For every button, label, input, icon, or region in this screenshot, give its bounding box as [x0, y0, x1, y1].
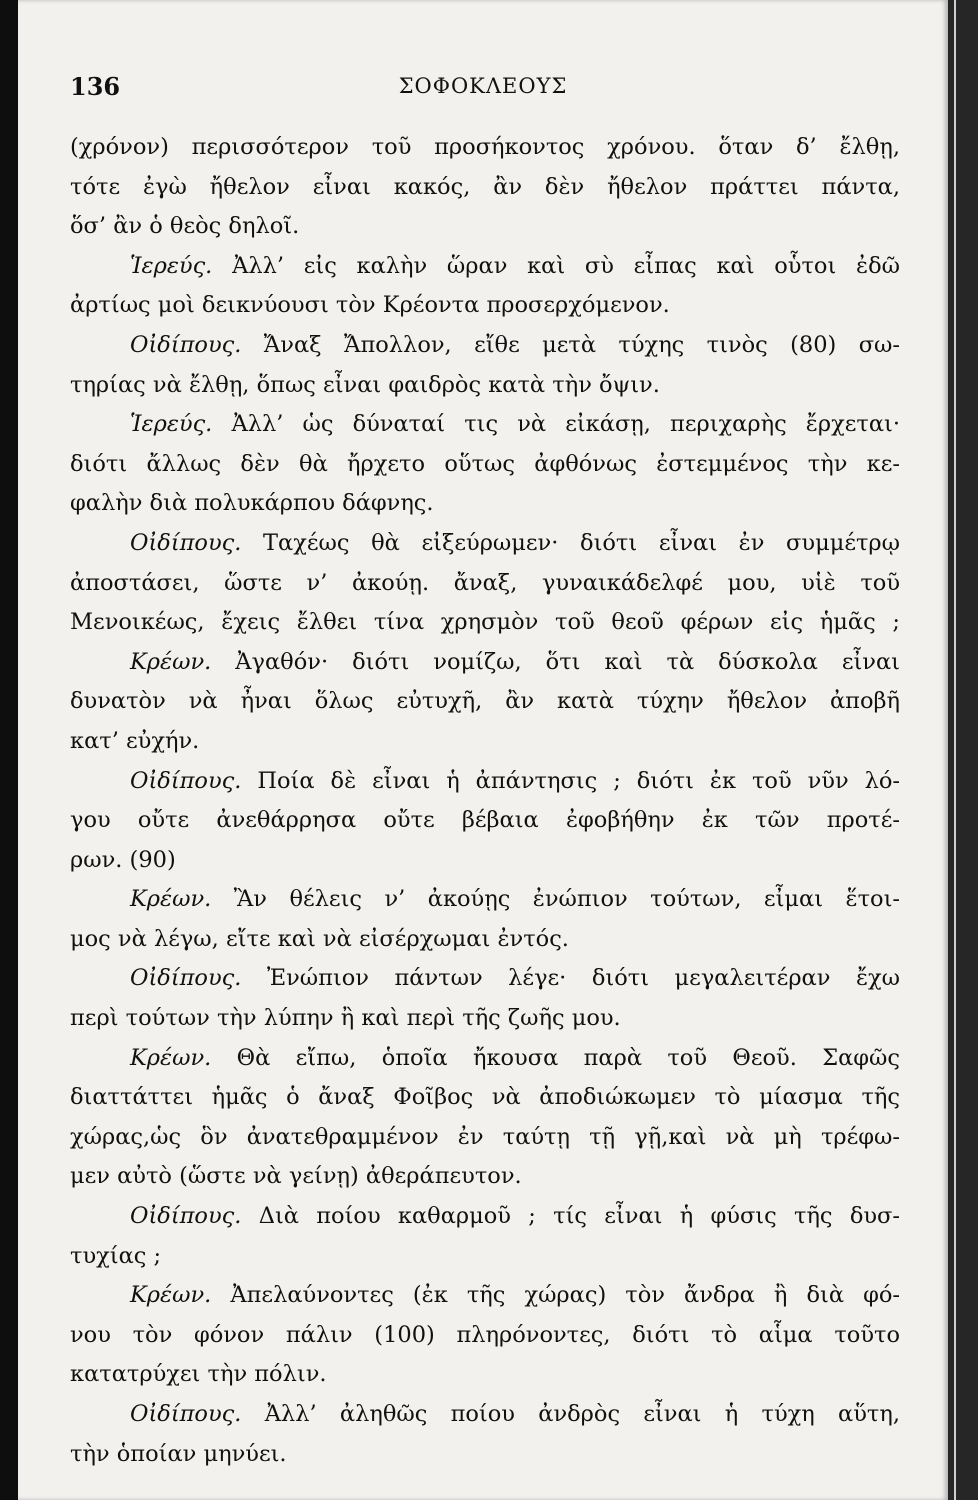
line-text: Ἀλλ’ ἀληθῶς ποίου ἀνδρὸς εἶναι ἡ τύχη αὕτη,	[264, 1401, 900, 1427]
page-header	[18, 72, 948, 108]
text-line	[70, 722, 900, 762]
line-text: Ἂν θέλεις ν’ ἀκούῃς ἐνώπιον τούτων, εἶμαι ἕτοι-	[233, 886, 901, 913]
line-text: μος νὰ λέγω, εἴτε καὶ νὰ εἰσέρχωμαι ἐντός.	[70, 925, 569, 952]
scan-left-edge	[0, 0, 18, 1500]
body-text	[70, 128, 900, 1474]
speaker-name: Ἱερεύς.	[130, 252, 213, 279]
line-text: ρων. (90)	[70, 846, 176, 873]
text-line	[70, 959, 900, 999]
text-line	[70, 880, 900, 920]
text-line	[70, 128, 900, 168]
speaker-name: Οἰδίπους.	[130, 331, 242, 358]
page-number: 136	[70, 72, 121, 101]
text-line	[70, 1078, 900, 1118]
text-line	[70, 682, 900, 722]
text-line	[70, 1157, 900, 1197]
text-line	[70, 801, 900, 841]
line-text: μεν αὐτὸ (ὥστε νὰ γείνῃ) ἀθεράπευτον.	[70, 1163, 522, 1190]
line-text: Ταχέως θὰ εἰξεύρωμεν· διότι εἶναι ἐν συμμέτρῳ	[263, 529, 900, 556]
line-text: Διὰ ποίου καθαρμοῦ ; τίς εἶναι ἡ φύσις τῆς δυσ-	[258, 1203, 901, 1230]
text-line	[70, 484, 900, 524]
text-line	[70, 1355, 900, 1395]
line-text: κατ’ εὐχήν.	[70, 727, 200, 754]
speaker-name: Κρέων.	[130, 1282, 212, 1309]
line-text: (χρόνον) περισσότερον τοῦ προσήκοντος χρόνου. ὅταν δ’ ἔλθῃ,	[70, 134, 900, 160]
text-line	[70, 1197, 900, 1237]
line-text: διότι ἄλλως δὲν θὰ ἤρχετο οὕτως ἀφθόνως ἐστεμμένος τὴν κε-	[70, 450, 900, 477]
line-text: ὅσ’ ἂν ὁ θεὸς δηλοῖ.	[70, 213, 300, 240]
line-text: Ἀλλ’ εἰς καλὴν ὥραν καὶ σὺ εἶπας καὶ οὗτοι ἐδῶ	[232, 252, 900, 279]
line-text: τυχίας ;	[70, 1242, 162, 1269]
text-line	[70, 1395, 900, 1435]
speaker-name: Οἰδίπους.	[130, 1401, 242, 1427]
line-text: Μενοικέως, ἔχεις ἔλθει τίνα χρησμὸν τοῦ θεοῦ φέρων εἰς ἡμᾶς ;	[70, 609, 900, 636]
book-page	[18, 0, 948, 1500]
scan-right-edge	[948, 0, 978, 1500]
line-text: Ἄναξ Ἄπολλον, εἴθε μετὰ τύχης τινὸς (80) σω-	[263, 331, 901, 358]
line-text: νου τὸν φόνον πάλιν (100) πληρόνοντες, διότι τὸ αἷμα τοῦτο	[70, 1321, 900, 1348]
text-line	[70, 1039, 900, 1079]
line-text: Ἀλλ’ ὡς δύναταί τις νὰ εἰκάσῃ, περιχαρὴς ἔρχεται·	[231, 411, 900, 438]
text-line	[70, 247, 900, 287]
line-text: χώρας,ὡς ὃν ἀνατεθραμμένον ἐν ταύτῃ τῇ γῇ,καὶ νὰ μὴ τρέφω-	[70, 1123, 900, 1150]
text-line	[70, 326, 900, 366]
text-line	[70, 405, 900, 445]
text-line	[70, 1276, 900, 1316]
text-line	[70, 445, 900, 485]
line-text: Ποία δὲ εἶναι ἡ ἀπάντησις ; διότι ἐκ τοῦ νῦν λό-	[257, 767, 901, 794]
running-title: ΣΟΦΟΚΛΕΟΥΣ	[398, 74, 568, 98]
line-text: Θὰ εἴπω, ὁποῖα ἤκουσα παρὰ τοῦ Θεοῦ. Σαφῶς	[236, 1044, 900, 1071]
line-text: Ἀγαθόν· διότι νομίζω, ὅτι καὶ τὰ δύσκολα εἶναι	[235, 648, 900, 675]
speaker-name: Κρέων.	[130, 1044, 212, 1071]
text-line	[70, 762, 900, 802]
text-line	[70, 1316, 900, 1356]
line-text: ἀποστάσει, ὥστε ν’ ἀκούῃ. ἄναξ, γυναικάδελφέ μου, υἱὲ τοῦ	[70, 569, 900, 596]
line-text: ἀρτίως μοὶ δεικνύουσι τὸν Κρέοντα προσερχόμενον.	[70, 292, 670, 319]
text-line	[70, 1435, 900, 1475]
line-text: φαλὴν διὰ πολυκάρπου δάφνης.	[70, 490, 434, 517]
line-text: κατατρύχει τὴν πόλιν.	[70, 1361, 327, 1388]
line-text: διαττάττει ἡμᾶς ὁ ἄναξ Φοῖβος νὰ ἀποδιώκωμεν τὸ μίασμα τῆς	[70, 1084, 900, 1111]
text-line	[70, 286, 900, 326]
text-line	[70, 603, 900, 643]
speaker-name: Κρέων.	[130, 648, 212, 675]
text-line	[70, 524, 900, 564]
text-line	[70, 999, 900, 1039]
speaker-name: Οἰδίπους.	[130, 767, 242, 794]
speaker-name: Οἰδίπους.	[130, 965, 242, 992]
text-line	[70, 1237, 900, 1277]
text-line	[70, 366, 900, 406]
line-text: Ἀπελαύνοντες (ἐκ τῆς χώρας) τὸν ἄνδρα ἢ διὰ φό-	[230, 1282, 900, 1309]
line-text: τηρίας νὰ ἔλθῃ, ὅπως εἶναι φαιδρὸς κατὰ τὴν ὄψιν.	[70, 371, 660, 398]
speaker-name: Οἰδίπους.	[130, 529, 242, 556]
text-line	[70, 168, 900, 208]
text-line	[70, 920, 900, 960]
speaker-name: Ἱερεύς.	[130, 411, 213, 438]
line-text: δυνατὸν νὰ ἦναι ὅλως εὐτυχῆ, ἂν κατὰ τύχην ἤθελον ἀποβῆ	[70, 688, 900, 715]
text-line	[70, 841, 900, 881]
line-text: περὶ τούτων τὴν λύπην ἢ καὶ περὶ τῆς ζωῆς μου.	[70, 1005, 621, 1032]
line-text: τὴν ὁποίαν μηνύει.	[70, 1440, 287, 1467]
line-text: Ἐνώπιον πάντων λέγε· διότι μεγαλειτέραν ἔχω	[266, 965, 900, 992]
line-text: τότε ἐγὼ ἤθελον εἶναι κακός, ἂν δὲν ἤθελον πράττει πάντα,	[70, 173, 900, 200]
line-text: γου οὔτε ἀνεθάρρησα οὔτε βέβαια ἐφοβήθην ἐκ τῶν προτέ-	[70, 807, 900, 834]
text-line	[70, 564, 900, 604]
speaker-name: Κρέων.	[130, 886, 212, 913]
speaker-name: Οἰδίπους.	[130, 1203, 242, 1230]
text-line	[70, 643, 900, 683]
text-line	[70, 207, 900, 247]
text-line	[70, 1118, 900, 1158]
